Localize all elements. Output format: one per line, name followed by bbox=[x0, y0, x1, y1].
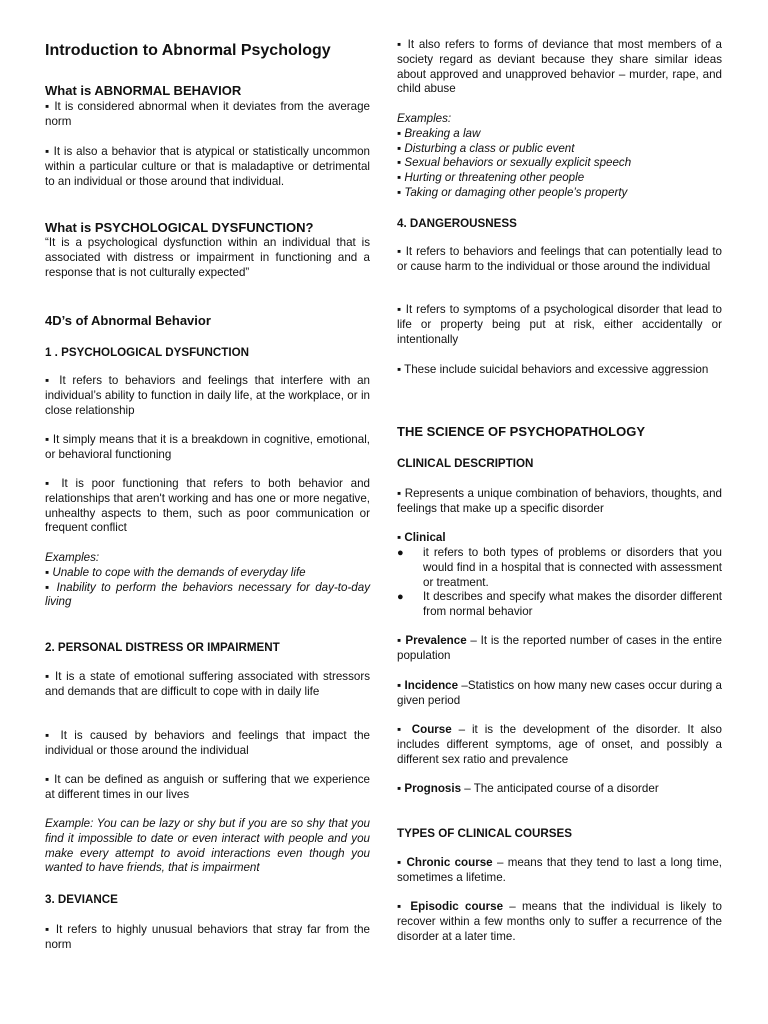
personal-distress-paragraph-2: ▪ It is caused by behaviors and feelings that impact the individual or those around the individual bbox=[45, 729, 370, 757]
personal-distress-example: Example: You can be lazy or shy but if you are so shy that you find it impossible to date or even interact with people and you make every attempt to avoid interactions even though you wanted to have friends, that is impairment bbox=[45, 817, 370, 875]
example-item: ▪ Unable to cope with the demands of everyday life bbox=[45, 565, 306, 579]
deviance-paragraph-2: ▪ It also refers to forms of deviance that most members of a society regard as deviant because they share similar ideas about approved and unapproved behavior – murder, rape, and child abuse bbox=[397, 38, 722, 96]
dysfunction-definition: “It is a psychological dysfunction within an individual that is associated with distress or impairment in functioning and a response that is not culturally expected” bbox=[45, 236, 370, 279]
bullet-icon: ● bbox=[397, 547, 404, 559]
clinical-bullet-1 bbox=[397, 546, 722, 590]
dangerousness-paragraph-2: ▪ It refers to symptoms of a psychological disorder that lead to life or property being put at risk, either accidentally or intentionally bbox=[397, 303, 722, 346]
chronic-text: – means that they tend to last a long time, sometimes a lifetime. bbox=[397, 856, 722, 884]
deviance-paragraph-1: ▪ It refers to highly unusual behaviors that stray far from the norm bbox=[45, 923, 370, 951]
clinical-description-paragraph: ▪ Represents a unique combination of behaviors, thoughts, and feelings that make up a specific disorder bbox=[397, 487, 722, 515]
episodic-term: ▪ Episodic course bbox=[397, 900, 504, 913]
incidence-definition bbox=[397, 679, 722, 709]
course-definition bbox=[397, 723, 722, 767]
abnormal-behavior-paragraph-1: ▪ It is considered abnormal when it deviates from the average norm bbox=[45, 100, 370, 128]
abnormal-behavior-paragraph-2: ▪ It is also a behavior that is atypical or statistically uncommon within a particular culture or that is maladaptive or detrimental to an individual or those around that individual. bbox=[45, 145, 370, 188]
clinical-bullet-2 bbox=[397, 590, 722, 620]
personal-distress-paragraph-3: ▪ It can be defined as anguish or suffering that we experience at different times in our lives bbox=[45, 773, 370, 801]
example-item: ▪ Breaking a law bbox=[397, 126, 481, 140]
clinical-bullet-text: it refers to both types of problems or disorders that you would find in a hospital that is connected with assessment or treatment. bbox=[423, 546, 722, 589]
psychological-dysfunction-examples bbox=[45, 551, 370, 610]
examples-label: Examples: bbox=[45, 551, 100, 564]
psychological-dysfunction-paragraph-2: ▪ It simply means that it is a breakdown in cognitive, emotional, or behavioral functioning bbox=[45, 433, 370, 461]
example-item: ▪ Sexual behaviors or sexually explicit speech bbox=[397, 156, 632, 170]
personal-distress-paragraph-1: ▪ It is a state of emotional suffering associated with stressors and demands that are difficult to cope with in daily life bbox=[45, 670, 370, 698]
clinical-description-heading: CLINICAL DESCRIPTION bbox=[397, 457, 534, 470]
chronic-term: ▪ Chronic course bbox=[397, 856, 493, 869]
bullet-icon: ● bbox=[397, 591, 404, 603]
incidence-term: ▪ Incidence bbox=[397, 679, 459, 692]
example-item: ▪ Hurting or threatening other people bbox=[397, 171, 585, 185]
prognosis-text: – The anticipated course of a disorder bbox=[461, 782, 659, 795]
clinical-bullet-text: It describes and specify what makes the disorder different from normal behavior bbox=[423, 590, 722, 618]
clinical-courses-heading: TYPES OF CLINICAL COURSES bbox=[397, 827, 572, 840]
dysfunction-heading: What is PSYCHOLOGICAL DYSFUNCTION? bbox=[45, 220, 314, 235]
episodic-course-definition bbox=[397, 900, 722, 944]
dangerousness-paragraph-1: ▪ It refers to behaviors and feelings that can potentially lead to or cause harm to the individual or those around the individual bbox=[397, 245, 722, 273]
prevalence-text: – It is the reported number of cases in the entire population bbox=[397, 634, 722, 662]
example-item: ▪ Taking or damaging other people’s property bbox=[397, 185, 628, 199]
example-item: ▪ Inability to perform the behaviors necessary for day-to-day living bbox=[45, 580, 370, 609]
psychological-dysfunction-paragraph-1: ▪ It refers to behaviors and feelings that interfere with an individual’s ability to function in daily life, at the workplace, or in close relationship bbox=[45, 374, 370, 417]
prevalence-term: ▪ Prevalence bbox=[397, 634, 467, 647]
psychological-dysfunction-paragraph-3: ▪ It is poor functioning that refers to both behavior and relationships that aren't working and has one or more negative, unhealthy aspects to them, such as poor communication or frequent conflict bbox=[45, 477, 370, 535]
dangerousness-heading: 4. DANGEROUSNESS bbox=[397, 217, 517, 230]
course-term: ▪ Course bbox=[397, 723, 452, 736]
clinical-label: ▪ Clinical bbox=[397, 531, 446, 544]
episodic-text: – means that the individual is likely to recover within a few months only to suffer a recurrence of the disorder at a later time. bbox=[397, 900, 723, 943]
dangerousness-paragraph-3: ▪ These include suicidal behaviors and excessive aggression bbox=[397, 363, 709, 376]
deviance-examples bbox=[397, 112, 722, 201]
prognosis-term: ▪ Prognosis bbox=[397, 782, 462, 795]
example-item: ▪ Disturbing a class or public event bbox=[397, 141, 575, 155]
abnormal-behavior-heading: What is ABNORMAL BEHAVIOR bbox=[45, 83, 242, 98]
incidence-text: –Statistics on how many new cases occur during a given period bbox=[397, 679, 723, 707]
deviance-heading: 3. DEVIANCE bbox=[45, 893, 118, 906]
prognosis-definition bbox=[397, 782, 722, 797]
chronic-course-definition bbox=[397, 856, 722, 886]
psychological-dysfunction-heading: 1 . PSYCHOLOGICAL DYSFUNCTION bbox=[45, 346, 249, 359]
document-title: Introduction to Abnormal Psychology bbox=[45, 42, 331, 59]
course-text: – it is the development of the disorder. It also includes different symptoms, age of onset, and possibly a different sex ratio and prevalence bbox=[397, 723, 723, 766]
science-heading: THE SCIENCE OF PSYCHOPATHOLOGY bbox=[397, 424, 645, 439]
personal-distress-heading: 2. PERSONAL DISTRESS OR IMPAIRMENT bbox=[45, 641, 280, 654]
examples-label: Examples: bbox=[397, 112, 452, 125]
prevalence-definition bbox=[397, 634, 722, 664]
four-d-heading: 4D’s of Abnormal Behavior bbox=[45, 313, 211, 328]
